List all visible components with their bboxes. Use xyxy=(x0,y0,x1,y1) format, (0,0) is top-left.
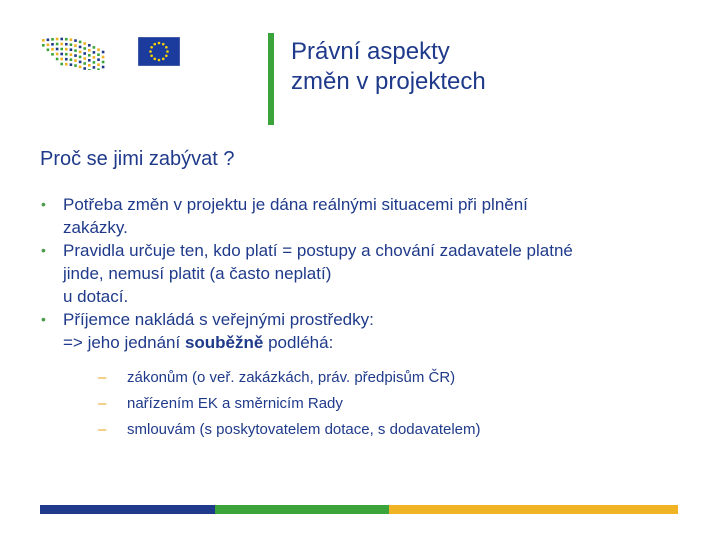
eu-star-icon xyxy=(149,50,152,53)
logo-dot xyxy=(93,51,96,54)
logo-dot xyxy=(97,63,100,66)
title-line-2: změn v projektech xyxy=(291,68,486,95)
logo-dot xyxy=(102,51,105,54)
bullet-marker: • xyxy=(41,242,46,258)
title-line-1: Právní aspekty xyxy=(291,38,450,65)
bullet-item xyxy=(40,239,700,308)
eu-star-icon xyxy=(158,42,161,45)
logo-dot xyxy=(83,67,86,70)
logo-dot xyxy=(83,42,86,45)
logo-dot xyxy=(42,44,45,47)
eu-star-icon xyxy=(162,43,165,46)
logo-dot xyxy=(70,48,73,51)
logo-dot xyxy=(56,38,59,41)
title-accent-bar xyxy=(268,33,274,125)
eu-star-icon xyxy=(165,46,168,49)
logo-dot xyxy=(70,38,73,41)
bullet-text-line: Příjemce nakládá s veřejnými prostředky: xyxy=(63,310,374,329)
logo-dot xyxy=(70,63,73,66)
logo-dot xyxy=(83,47,86,50)
logo-dot xyxy=(60,38,63,41)
eu-star-icon xyxy=(153,58,156,61)
logo-dot xyxy=(97,58,100,61)
logo-dot xyxy=(42,39,45,42)
logo-dot xyxy=(65,43,68,46)
logo-dot xyxy=(74,39,77,42)
logo-dot xyxy=(65,53,68,56)
eu-star-icon xyxy=(162,58,165,61)
logo-dot xyxy=(74,49,77,52)
logo-dot xyxy=(74,54,77,57)
logo-dot xyxy=(65,58,68,61)
sub-list-item xyxy=(98,417,700,443)
sub-list xyxy=(40,365,700,443)
eu-star-icon xyxy=(158,59,161,62)
sub-list-item xyxy=(98,391,700,417)
bullet-marker: • xyxy=(41,196,46,212)
sub-list-item xyxy=(98,365,700,391)
logo-dot xyxy=(70,53,73,56)
bullet-text-suffix: podléhá: xyxy=(263,333,334,352)
logo-dot xyxy=(88,49,91,52)
logo-dot xyxy=(60,48,63,51)
logo-dot xyxy=(70,58,73,61)
bullet-text-line xyxy=(63,331,700,354)
logo-dot xyxy=(83,57,86,60)
logo-dot xyxy=(88,54,91,57)
logo-dot xyxy=(79,61,82,64)
footer-bar-green xyxy=(215,505,389,514)
logo-dot xyxy=(102,61,105,64)
sub-item-text: nařízením EK a směrnicím Rady xyxy=(127,395,343,412)
eu-flag-icon xyxy=(138,37,180,66)
dotted-wave-logo-icon xyxy=(38,30,108,70)
logo-dot xyxy=(56,53,59,56)
logo-dot xyxy=(47,39,50,42)
logo-dot xyxy=(70,43,73,46)
eu-star-icon xyxy=(150,46,153,49)
bullet-text-prefix: => jeho jednání xyxy=(63,333,185,352)
logo-dot xyxy=(102,56,105,59)
logo-dot xyxy=(97,48,100,51)
logo-dot xyxy=(97,68,100,70)
bullet-text-line: u dotací. xyxy=(63,287,129,306)
slide-title xyxy=(291,37,486,97)
sub-item-text: zákonům (o veř. zakázkách, práv. předpisům ČR) xyxy=(127,369,456,386)
bullet-item xyxy=(40,193,700,239)
bullet-text-bold: souběžně xyxy=(184,333,264,352)
logo-dot xyxy=(60,58,63,61)
logo-dot xyxy=(97,53,100,56)
logo-dot xyxy=(65,63,68,66)
eu-star-icon xyxy=(165,54,168,57)
eu-star-icon xyxy=(166,50,169,53)
footer-bar-blue xyxy=(40,505,215,514)
logo-dot xyxy=(83,62,86,65)
logo-dot xyxy=(79,51,82,54)
logo-dot xyxy=(93,61,96,64)
logo-dot xyxy=(56,43,59,46)
dash-marker: – xyxy=(98,369,107,386)
logo-dot xyxy=(51,38,54,41)
logo-dot xyxy=(51,43,54,46)
logo-dot xyxy=(93,46,96,49)
logo-dot xyxy=(88,59,91,62)
logo-dot xyxy=(88,44,91,47)
logo-dot xyxy=(47,49,50,52)
logo-dot xyxy=(56,58,59,61)
bullet-text-line: zakázky. xyxy=(63,218,128,237)
bullet-list xyxy=(40,193,700,443)
logo-dot xyxy=(56,48,59,51)
logo-dot xyxy=(93,56,96,59)
eu-star-icon xyxy=(150,54,153,57)
logo-dot xyxy=(79,56,82,59)
logo-dot xyxy=(60,43,63,46)
dash-marker: – xyxy=(98,421,107,438)
logo-dot xyxy=(79,41,82,44)
dash-marker: – xyxy=(98,395,107,412)
eu-star-icon xyxy=(153,43,156,46)
logo-dot xyxy=(88,69,91,70)
bullet-text-line: Potřeba změn v projektu je dána reálnými situacemi při plnění xyxy=(63,195,528,214)
bullet-item xyxy=(40,308,700,354)
logo-dot xyxy=(102,66,105,69)
logo-dot xyxy=(74,44,77,47)
logo-dot xyxy=(74,59,77,62)
logo-dot xyxy=(65,38,68,41)
logo-dot xyxy=(74,64,77,67)
logo-dot xyxy=(79,46,82,49)
logo-dot xyxy=(51,53,54,56)
sub-item-text: smlouvám (s poskytovatelem dotace, s dodavatelem) xyxy=(127,421,481,438)
bullet-marker: • xyxy=(41,311,46,327)
logo-dot xyxy=(65,48,68,51)
section-heading: Proč se jimi zabývat ? xyxy=(40,148,235,170)
logo-dot xyxy=(60,63,63,66)
logo-dot xyxy=(83,52,86,55)
bullet-text-line: jinde, nemusí platit (a často neplatí) xyxy=(63,264,332,283)
footer-color-bar xyxy=(40,505,678,514)
logo-dot xyxy=(79,66,82,69)
footer-bar-yellow xyxy=(389,505,678,514)
bullet-text-line: Pravidla určuje ten, kdo platí = postupy a chování zadavatele platné xyxy=(63,241,573,260)
logo-dot xyxy=(51,48,54,51)
logo-dot xyxy=(60,53,63,56)
logo-dot xyxy=(88,64,91,67)
logo-dot xyxy=(93,66,96,69)
logo-dot xyxy=(47,44,50,47)
